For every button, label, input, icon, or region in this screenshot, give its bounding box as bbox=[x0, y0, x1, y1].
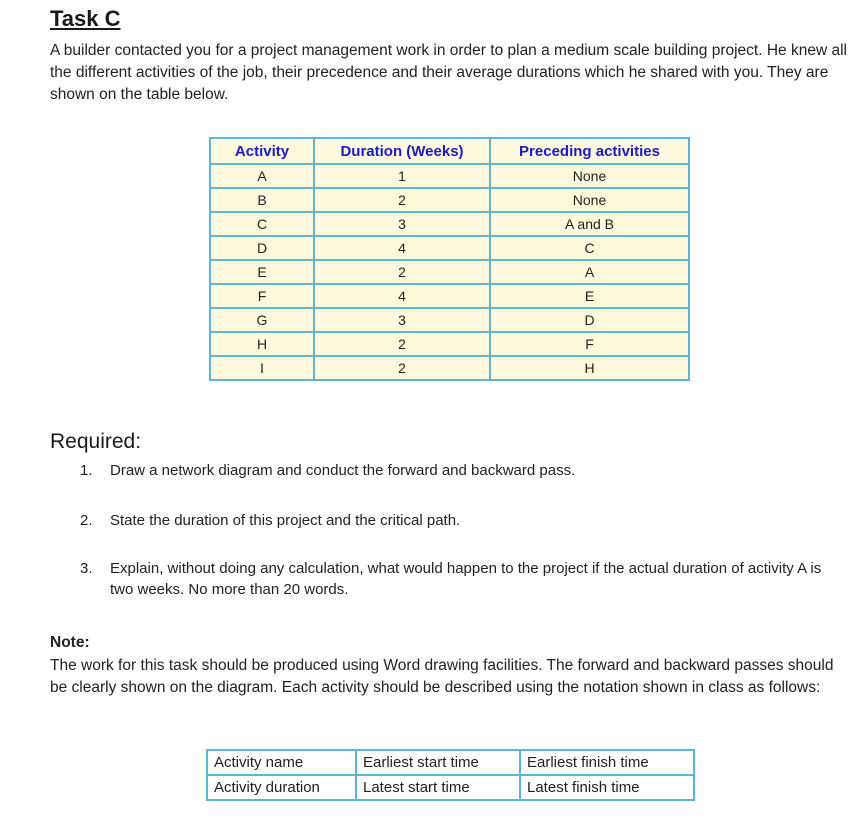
required-item-text: Draw a network diagram and conduct the forward and backward pass. bbox=[110, 462, 576, 479]
cell-duration: 2 bbox=[314, 260, 490, 284]
cell-activity: C bbox=[210, 212, 314, 236]
table-row bbox=[210, 260, 689, 284]
cell-activity: F bbox=[210, 284, 314, 308]
cell-preceding: H bbox=[490, 356, 689, 380]
cell-activity: A bbox=[210, 164, 314, 188]
note-paragraph: The work for this task should be produced using Word drawing facilities. The forward and backward passes should be clearly shown on the diagram. Each activity should be described using the notation shown in class as follows: bbox=[50, 657, 834, 696]
activity-table bbox=[209, 137, 690, 381]
intro-paragraph: A builder contacted you for a project management work in order to plan a medium scale building project. He knew all the different activities of the job, their precedence and their average durations which he shared with you. They are shown on the table below. bbox=[50, 42, 847, 103]
table-header-row bbox=[210, 138, 689, 164]
table-row bbox=[210, 284, 689, 308]
cell-duration: 3 bbox=[314, 212, 490, 236]
notation-cell: Activity duration bbox=[207, 775, 356, 800]
notation-cell: Earliest start time bbox=[356, 750, 520, 775]
table-row bbox=[210, 308, 689, 332]
cell-activity: G bbox=[210, 308, 314, 332]
required-heading: Required: bbox=[50, 430, 142, 453]
cell-activity: I bbox=[210, 356, 314, 380]
cell-duration: 4 bbox=[314, 236, 490, 260]
required-item-text: State the duration of this project and the critical path. bbox=[110, 512, 461, 529]
table-row bbox=[210, 356, 689, 380]
header-duration: Duration (Weeks) bbox=[314, 138, 490, 164]
cell-preceding: C bbox=[490, 236, 689, 260]
cell-duration: 2 bbox=[314, 188, 490, 212]
cell-duration: 1 bbox=[314, 164, 490, 188]
cell-duration: 3 bbox=[314, 308, 490, 332]
header-activity: Activity bbox=[210, 138, 314, 164]
cell-activity: E bbox=[210, 260, 314, 284]
table-row bbox=[210, 188, 689, 212]
notation-cell: Activity name bbox=[207, 750, 356, 775]
cell-preceding: F bbox=[490, 332, 689, 356]
cell-preceding: None bbox=[490, 164, 689, 188]
table-row bbox=[210, 212, 689, 236]
cell-duration: 4 bbox=[314, 284, 490, 308]
required-item-number: 3. bbox=[80, 560, 93, 577]
table-row bbox=[210, 332, 689, 356]
notation-table bbox=[206, 749, 695, 801]
cell-activity: D bbox=[210, 236, 314, 260]
notation-cell: Latest start time bbox=[356, 775, 520, 800]
table-row bbox=[210, 164, 689, 188]
cell-activity: H bbox=[210, 332, 314, 356]
header-preceding: Preceding activities bbox=[490, 138, 689, 164]
table-row bbox=[210, 236, 689, 260]
cell-preceding: None bbox=[490, 188, 689, 212]
cell-duration: 2 bbox=[314, 332, 490, 356]
notation-row bbox=[207, 775, 694, 800]
cell-preceding: E bbox=[490, 284, 689, 308]
cell-preceding: A bbox=[490, 260, 689, 284]
required-item-number: 2. bbox=[80, 512, 93, 529]
task-title: Task C bbox=[50, 6, 121, 31]
cell-activity: B bbox=[210, 188, 314, 212]
cell-duration: 2 bbox=[314, 356, 490, 380]
required-item-number: 1. bbox=[80, 462, 93, 479]
note-heading: Note: bbox=[50, 634, 90, 651]
cell-preceding: D bbox=[490, 308, 689, 332]
notation-row bbox=[207, 750, 694, 775]
notation-cell: Latest finish time bbox=[520, 775, 694, 800]
cell-preceding: A and B bbox=[490, 212, 689, 236]
notation-cell: Earliest finish time bbox=[520, 750, 694, 775]
required-item-text: Explain, without doing any calculation, what would happen to the project if the actual duration of activity A is two weeks. No more than 20 words. bbox=[110, 560, 822, 598]
